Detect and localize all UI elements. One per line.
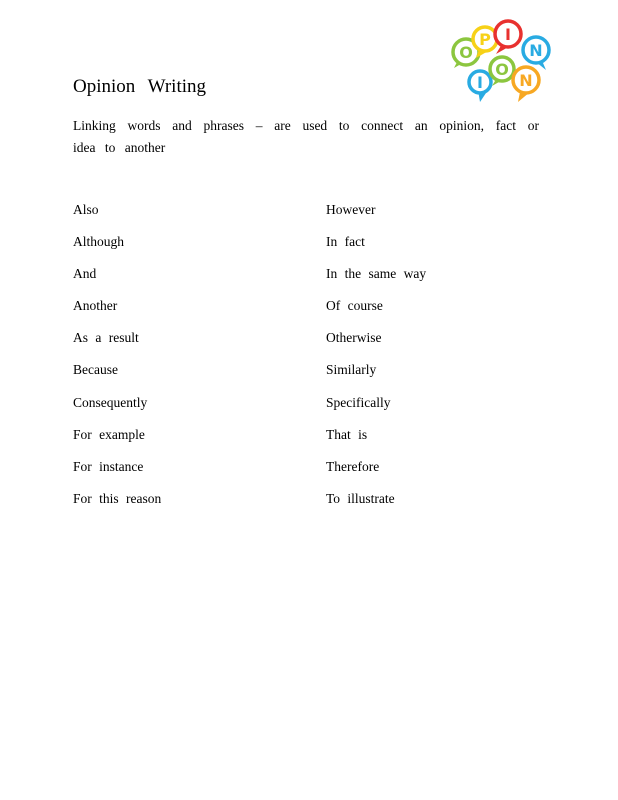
speech-bubble-n2-icon <box>513 67 539 102</box>
linking-word: To illustrate <box>326 490 395 506</box>
linking-word: Because <box>73 362 118 378</box>
intro-paragraph: Linking words and phrases – are used to connect an opinion, fact or idea to another <box>73 118 539 155</box>
speech-bubble-i2-icon <box>469 71 491 102</box>
linking-word: Of course <box>326 298 383 314</box>
linking-word: Consequently <box>73 394 148 410</box>
linking-words-right-column <box>326 201 426 522</box>
opinion-logo <box>450 16 556 104</box>
logo-letter-i: I <box>505 25 511 44</box>
linking-word: For example <box>73 426 145 442</box>
linking-word: As a result <box>73 330 139 346</box>
speech-bubble-o2-icon <box>490 57 514 86</box>
linking-word: However <box>326 202 376 217</box>
linking-word: In the same way <box>326 266 427 282</box>
logo-letter-i2: I <box>477 73 483 92</box>
linking-word: Another <box>73 298 118 314</box>
logo-letter-n: N <box>529 41 543 60</box>
linking-word: Specifically <box>326 394 391 410</box>
logo-letter-o: O <box>459 43 473 62</box>
logo-letter-o2: O <box>495 60 509 79</box>
linking-word: In fact <box>326 234 365 250</box>
speech-bubble-n1-icon <box>523 37 549 70</box>
linking-words-left-column <box>73 201 161 522</box>
linking-word: For this reason <box>73 490 162 506</box>
linking-word: Also <box>73 202 99 217</box>
linking-word: For instance <box>73 458 144 474</box>
speech-bubble-i1-icon <box>495 21 521 54</box>
linking-word: That is <box>326 426 368 442</box>
linking-word: Similarly <box>326 362 377 378</box>
linking-word: And <box>73 266 97 282</box>
logo-letter-n2: N <box>519 71 533 90</box>
page-title: Opinion Writing <box>73 76 207 97</box>
linking-word: Therefore <box>326 458 380 474</box>
linking-word: Otherwise <box>326 330 382 346</box>
linking-word: Although <box>73 234 125 250</box>
logo-letter-p: P <box>479 30 491 49</box>
